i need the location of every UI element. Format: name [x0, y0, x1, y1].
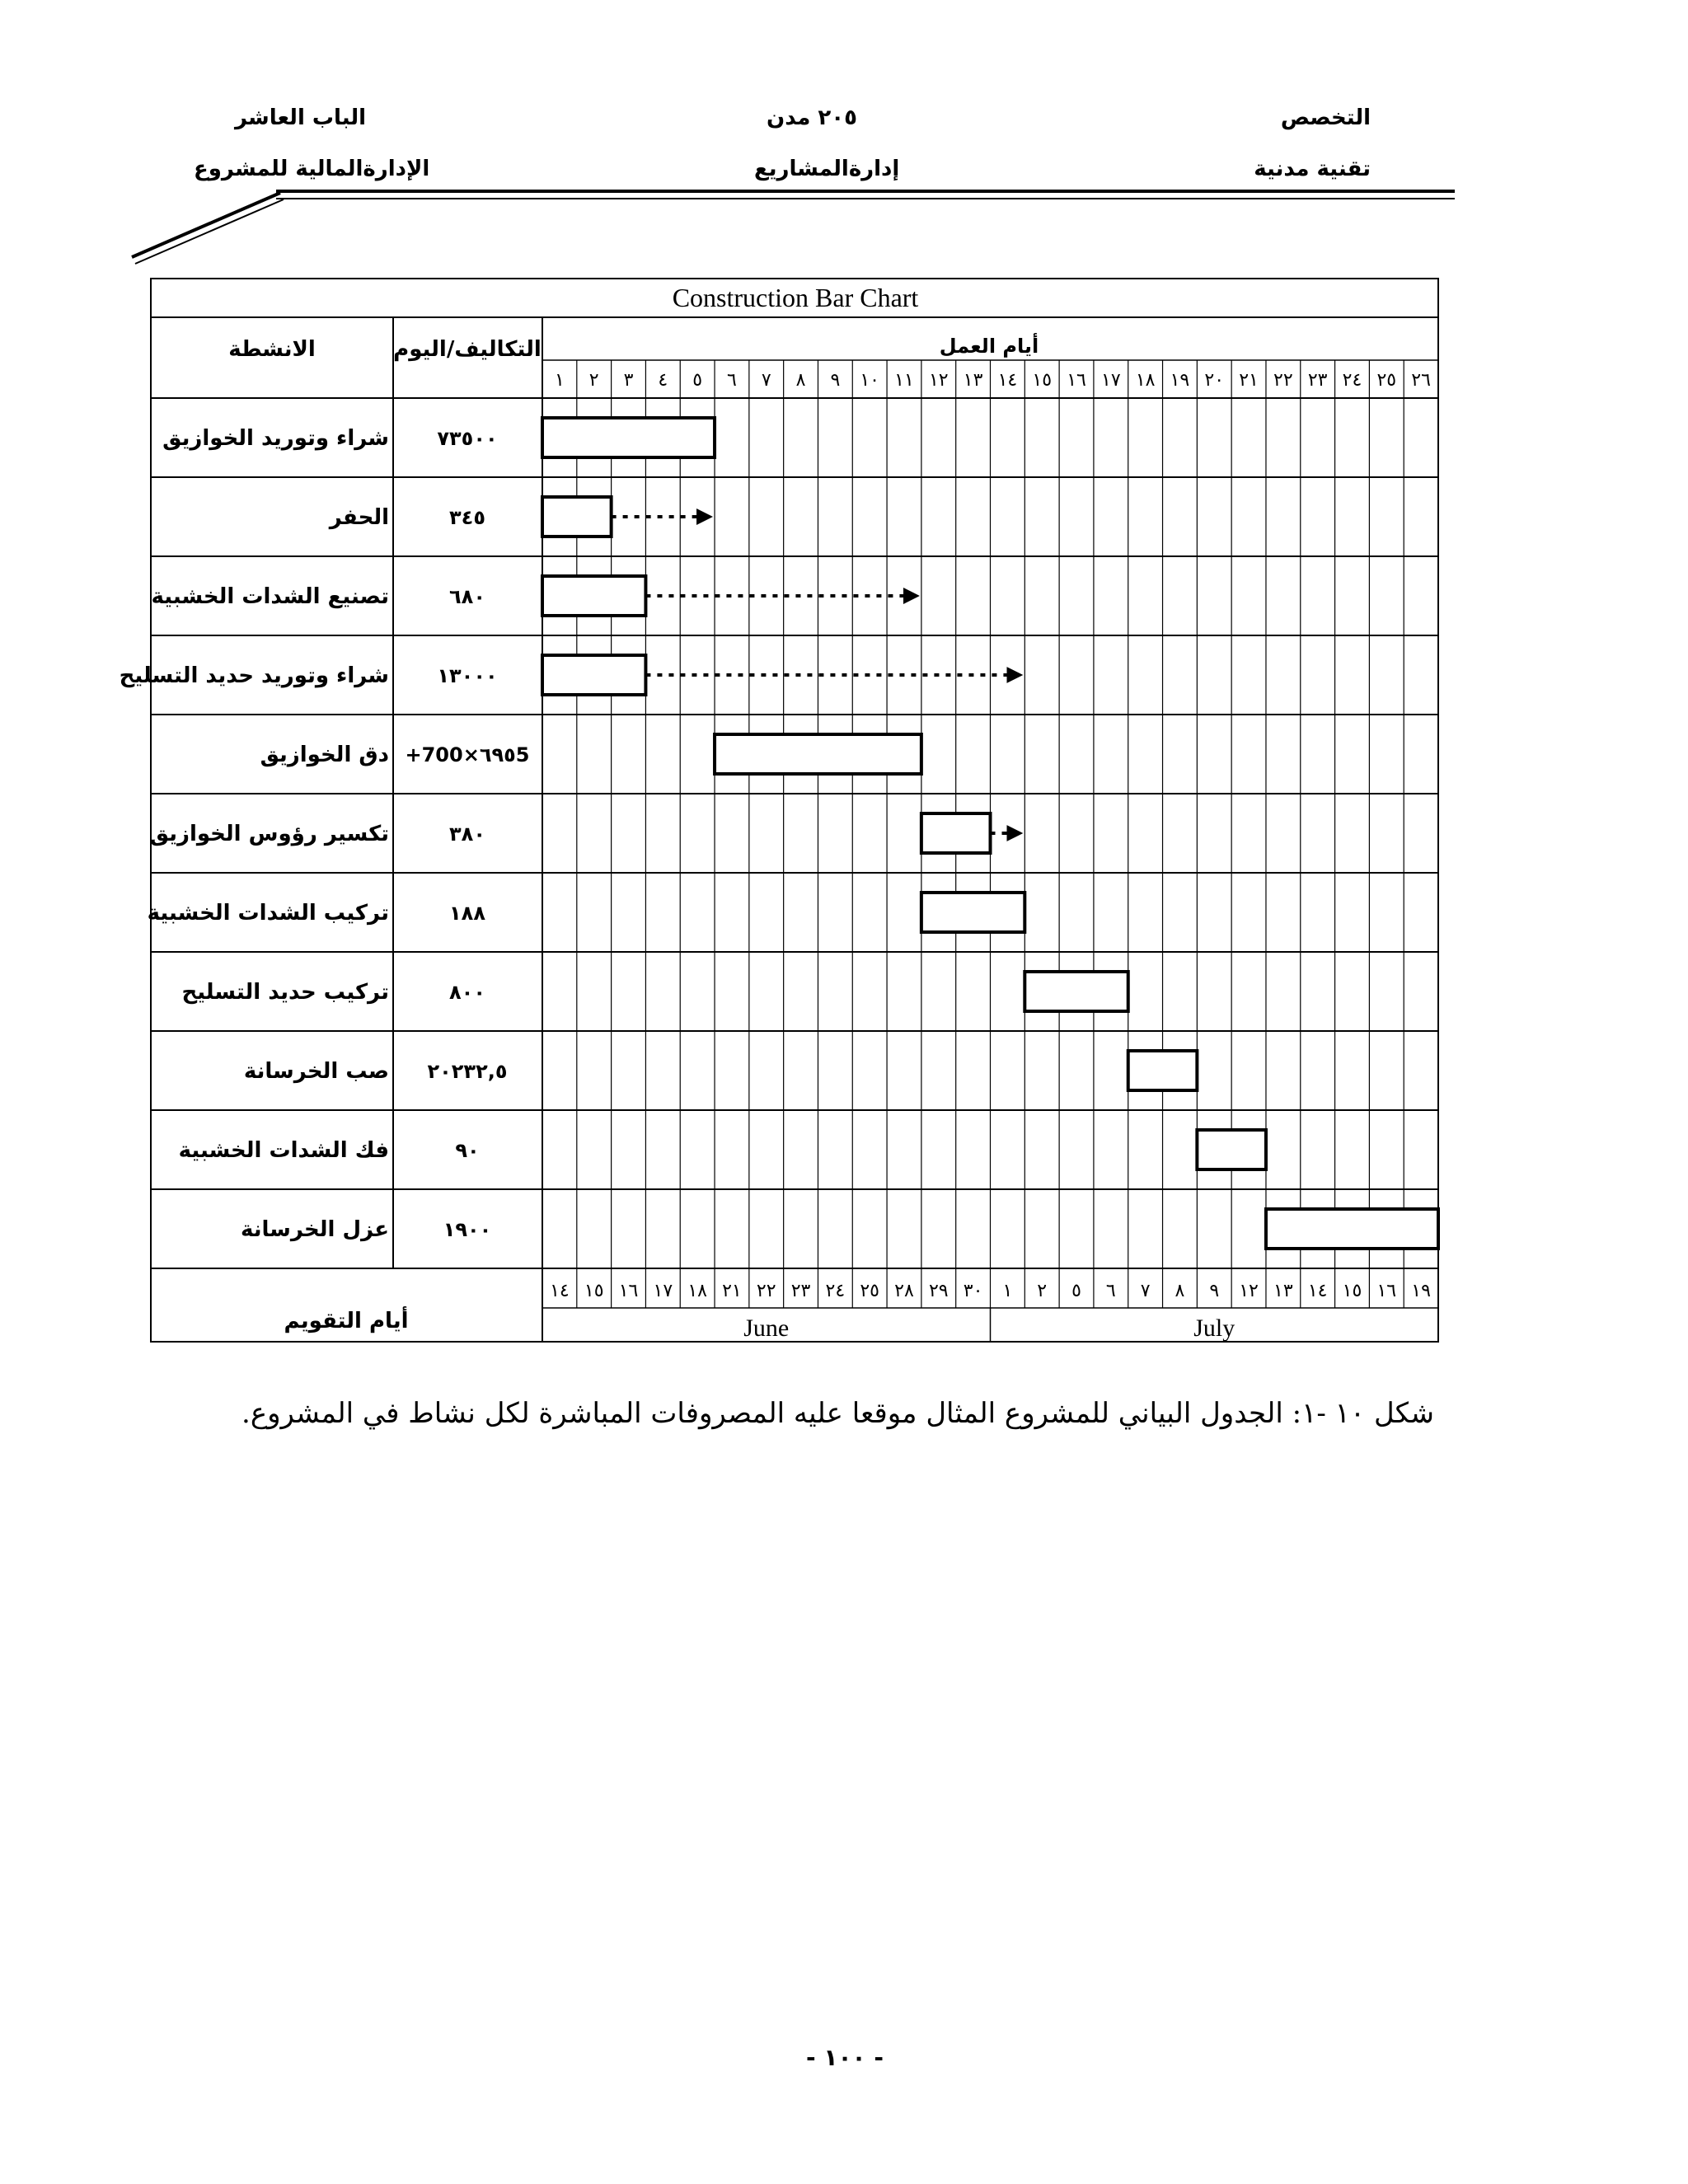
workday-number: ١٣ [963, 370, 983, 391]
workday-number: ٤ [658, 370, 668, 391]
workday-number: ٦ [727, 370, 737, 391]
calendar-day-number: ١ [1002, 1281, 1013, 1301]
calendar-day-number: ٢٨ [894, 1281, 914, 1301]
activity-name: تركيب حديد التسليح [181, 980, 389, 1005]
header-chapter-label: الباب العاشر [235, 105, 367, 130]
activity-cost: ٧٣٥٠٠ [437, 427, 498, 450]
activity-bar [1197, 1130, 1266, 1169]
activity-name: شراء وتوريد الخوازيق [162, 426, 389, 451]
activity-cost: ٩٠ [455, 1139, 480, 1162]
col-cost-header: التكاليف/اليوم [393, 337, 542, 362]
activity-name: صب الخرسانة [243, 1059, 389, 1084]
workday-number: ١١ [894, 370, 914, 391]
calendar-day-number: ١٣ [1273, 1281, 1293, 1301]
workday-number: ٩ [830, 370, 841, 391]
activity-bar [1128, 1051, 1198, 1090]
figure-caption: شكل ١٠ -١: الجدول البياني للمشروع المثال موقعا عليه المصروفات المباشرة لكل نشاط في المشروع. [241, 1397, 1434, 1430]
activity-name: شراء وتوريد حديد التسليح [119, 663, 389, 688]
workday-number: ١٥ [1032, 370, 1053, 391]
calendar-day-number: ٥ [1071, 1281, 1081, 1301]
workday-number: ٨ [795, 370, 806, 391]
calendar-day-number: ١٦ [1376, 1281, 1397, 1301]
activity-cost: ١٨٨ [449, 902, 485, 925]
workday-number: ٢٢ [1273, 370, 1293, 391]
activity-bar [715, 734, 921, 774]
activity-cost: ١٣٠٠٠ [437, 664, 498, 687]
activity-name: عزل الخرسانة [241, 1217, 389, 1242]
calendar-day-number: ٢٥ [860, 1281, 879, 1301]
calendar-day-number: ١٥ [1342, 1281, 1362, 1301]
col-workdays-header: أيام العمل [939, 335, 1039, 358]
activity-cost: ٣٤٥ [449, 506, 485, 529]
calendar-day-number: ٢ [1037, 1281, 1048, 1301]
workday-number: ٢٥ [1376, 370, 1397, 391]
workday-number: ١٩ [1170, 370, 1190, 391]
calendar-day-number: ١٤ [1307, 1281, 1328, 1301]
activity-name: تركيب الشدات الخشبية [147, 901, 389, 926]
workday-number: ٢٣ [1307, 370, 1328, 391]
calendar-day-number: ٣٠ [963, 1281, 983, 1301]
calendar-day-number: ١٤ [550, 1281, 570, 1301]
workday-number: ٢١ [1239, 370, 1259, 391]
activity-bar [542, 497, 612, 537]
workday-number: ٢ [588, 370, 599, 391]
activity-cost: +700×٦٩٥5 [405, 743, 530, 766]
activity-bar [921, 893, 1025, 932]
col-activities-header: الانشطة [228, 337, 316, 362]
activity-bar [1266, 1209, 1438, 1249]
header-course-name: إدارةالمشاريع [754, 157, 900, 181]
workday-number: ١٧ [1101, 370, 1121, 391]
workday-number: ٣ [623, 370, 634, 391]
calendar-day-number: ٨ [1175, 1281, 1185, 1301]
calendar-day-number: ٧ [1140, 1281, 1151, 1301]
calendar-day-number: ١٧ [653, 1281, 673, 1301]
calendar-day-number: ١٥ [584, 1281, 604, 1301]
activity-bar [1025, 972, 1128, 1011]
workday-number: ١٨ [1135, 370, 1156, 391]
workday-number: ٥ [692, 370, 703, 391]
calendar-day-number: ٢٩ [928, 1281, 949, 1301]
calendar-day-number: ٩ [1209, 1281, 1220, 1301]
page-number: - ١٠٠ - [805, 2044, 884, 2071]
calendar-day-number: ١٩ [1411, 1281, 1431, 1301]
month-label: June [743, 1315, 790, 1342]
activity-name: الحفر [329, 505, 389, 530]
calendar-day-number: ١٦ [618, 1281, 639, 1301]
activity-name: دق الخوازيق [260, 743, 389, 767]
activity-cost: ٦٨٠ [449, 585, 485, 608]
header-chapter-title: الإدارةالمالية للمشروع [194, 157, 430, 181]
workday-number: ١٤ [997, 370, 1018, 391]
activity-bar [542, 655, 645, 695]
activity-bar [542, 418, 715, 457]
header-specialty-label: التخصص [1280, 105, 1371, 130]
activity-bar [542, 576, 645, 616]
calendar-day-number: ٢٣ [790, 1281, 811, 1301]
workday-number: ٢٤ [1342, 370, 1362, 391]
calendar-day-number: ٢٢ [756, 1281, 776, 1301]
calendar-day-number: ١٢ [1239, 1281, 1259, 1301]
chart-title: Construction Bar Chart [672, 283, 919, 312]
activity-name: فك الشدات الخشبية [178, 1138, 389, 1163]
calendar-day-number: ٢١ [722, 1281, 742, 1301]
activity-cost: ٨٠٠ [449, 981, 485, 1004]
header-course-code: ٢٠٥ مدن [767, 105, 857, 130]
workday-number: ١ [554, 370, 565, 391]
activity-cost: ٢٠٢٣٢,٥ [427, 1060, 508, 1083]
workday-number: ١٠ [860, 370, 879, 391]
workday-number: ١٢ [928, 370, 949, 391]
workday-number: ٢٦ [1411, 370, 1431, 391]
calendar-day-number: ٦ [1105, 1281, 1116, 1301]
activity-bar [921, 813, 991, 853]
activity-cost: ٣٨٠ [449, 823, 485, 846]
month-label: July [1193, 1315, 1236, 1342]
workday-number: ٢٠ [1204, 370, 1225, 391]
activity-name: تصنيع الشدات الخشبية [151, 584, 389, 609]
calendar-day-number: ١٨ [687, 1281, 707, 1301]
workday-number: ٧ [761, 370, 771, 391]
activity-cost: ١٩٠٠ [443, 1218, 492, 1241]
header-specialty-value: تقنية مدنية [1254, 157, 1371, 181]
calendar-days-label: أيام التقويم [284, 1309, 409, 1333]
calendar-day-number: ٢٤ [825, 1281, 846, 1301]
workday-number: ١٦ [1067, 370, 1086, 391]
activity-name: تكسير رؤوس الخوازيق [149, 822, 389, 846]
